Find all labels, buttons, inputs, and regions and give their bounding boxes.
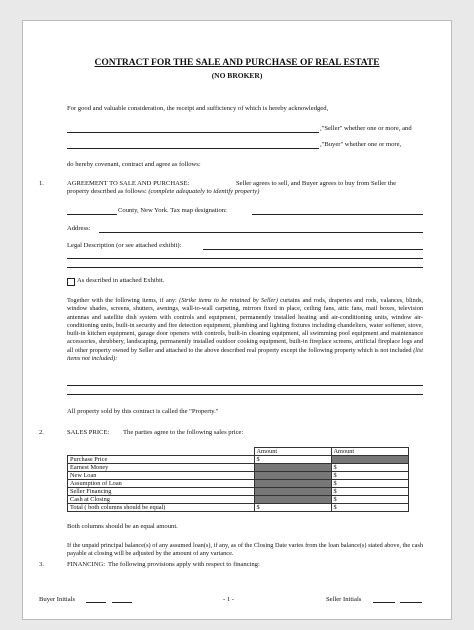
seller-name-field[interactable] bbox=[67, 132, 319, 133]
county-field[interactable] bbox=[67, 214, 117, 215]
section3-number: 3. bbox=[39, 561, 44, 568]
unpaid-balance-note: If the unpaid principal balance(s) of any assumed loan(s), if any, as of the Closing Date varies from the loan balance(s) stated above, the cash payable at closing will be adjusted by the amount of any variance. bbox=[67, 542, 423, 558]
new-loan-amount[interactable]: $ bbox=[331, 472, 408, 480]
purchase-price-amount[interactable]: $ bbox=[254, 456, 331, 464]
section1-text2 bbox=[67, 188, 259, 196]
property-called-text: All property sold by this contract is called the "Property." bbox=[67, 408, 219, 415]
table-row bbox=[68, 496, 409, 504]
shaded-cell bbox=[254, 488, 331, 496]
section2-text: The parties agree to the following sales price: bbox=[123, 429, 244, 436]
amount-column-header-2: Amount bbox=[331, 448, 408, 456]
sales-price-table bbox=[67, 447, 409, 512]
document-page bbox=[22, 20, 452, 620]
legal-description-label: Legal Description (or see attached exhibit): bbox=[67, 242, 182, 249]
table-row bbox=[68, 456, 409, 464]
section2-heading: SALES PRICE: bbox=[67, 429, 110, 436]
buyer-initials-label: Buyer Initials bbox=[39, 596, 76, 603]
included-items-paragraph bbox=[67, 297, 423, 363]
assumption-of-loan-label: Assumption of Loan bbox=[68, 480, 255, 488]
section3-text: The following provisions apply with respect to financing: bbox=[108, 561, 260, 568]
earnest-money-amount[interactable]: $ bbox=[331, 464, 408, 472]
total-label: Total ( both columns should be equal) bbox=[68, 504, 255, 512]
items-italic-1: (Strike items to be retained by Seller) bbox=[179, 297, 278, 304]
county-label: County, New York. Tax map designation: bbox=[118, 207, 227, 214]
table-row bbox=[68, 480, 409, 488]
table-row bbox=[68, 472, 409, 480]
total-amount-1[interactable]: $ bbox=[254, 504, 331, 512]
amount-column-header-1: Amount bbox=[254, 448, 331, 456]
seller-initials-field-2[interactable] bbox=[400, 602, 422, 603]
covenant-text: do hereby covenant, contract and agree as follows: bbox=[67, 161, 201, 168]
shaded-cell bbox=[254, 464, 331, 472]
contract-subtitle: (NO BROKER) bbox=[211, 71, 263, 80]
shaded-cell bbox=[254, 472, 331, 480]
exhibit-checkbox[interactable] bbox=[67, 278, 75, 286]
buyer-label: ,"Buyer" whether one or more, bbox=[320, 141, 402, 148]
purchase-price-label: Purchase Price bbox=[68, 456, 255, 464]
section1-text2-plain: property described as follows: bbox=[67, 188, 149, 195]
table-row bbox=[68, 488, 409, 496]
section3-heading: FINANCING: bbox=[67, 561, 106, 568]
seller-financing-label: Seller Financing bbox=[68, 488, 255, 496]
page-number: - 1 - bbox=[223, 596, 234, 603]
table-row bbox=[68, 504, 409, 512]
table-row bbox=[68, 464, 409, 472]
legal-description-field-3[interactable] bbox=[67, 267, 423, 268]
total-amount-2[interactable]: $ bbox=[331, 504, 408, 512]
earnest-money-label: Earnest Money bbox=[68, 464, 255, 472]
cash-at-closing-amount[interactable]: $ bbox=[331, 496, 408, 504]
seller-financing-amount[interactable]: $ bbox=[331, 488, 408, 496]
address-field[interactable] bbox=[99, 232, 423, 233]
shaded-cell bbox=[254, 480, 331, 488]
legal-description-field-2[interactable] bbox=[67, 258, 423, 259]
assumption-of-loan-amount[interactable]: $ bbox=[331, 480, 408, 488]
section1-text2-italic: (complete adequately to identify property) bbox=[148, 188, 260, 195]
seller-label: ,"Seller" whether one or more, and bbox=[320, 125, 412, 132]
items-text-2: curtains and rods, draperies and rods, valances, blinds, window shades, screens, shutters, awnings, wall-to-wall carpeting, mirrors fixed in place, ceiling fans, attic fans, mail boxes, television antennas and satellite dish system with controls and equipment, permanently installed heating and air-conditioning units, window air-conditioning units, built-in security and fire detection equipment, plumbing and lighting fixtures including chandeliers, water softener, stove, built-in kitchen equipment, garage door openers with controls, built-in cleaning equipment, all swimming pool equipment and maintenance accessories, shrubbery, landscaping, permanently installed outdoor cooking equipment, built-in fireplace screens, artificial fireplace logs and all other property owned by Seller and attached to the above described real property except the following property which is not included bbox=[67, 297, 424, 354]
buyer-name-field[interactable] bbox=[67, 148, 319, 149]
section1-text1: Seller agrees to sell, and Buyer agrees to buy from Seller the bbox=[236, 180, 397, 187]
address-label: Address: bbox=[67, 225, 91, 232]
excluded-items-field-1[interactable] bbox=[67, 385, 423, 386]
section2-number: 2. bbox=[39, 429, 44, 436]
legal-description-field-1[interactable] bbox=[203, 249, 423, 250]
items-italic-2: (list items not included): bbox=[67, 346, 423, 363]
exhibit-label: As described in attached Exhibit. bbox=[77, 277, 165, 284]
cash-at-closing-label: Cash at Closing bbox=[68, 496, 255, 504]
section1-number: 1. bbox=[39, 180, 44, 187]
buyer-initials-field-1[interactable] bbox=[86, 602, 106, 603]
items-text-1: Together with the following items, if any: bbox=[67, 297, 180, 304]
contract-title: CONTRACT FOR THE SALE AND PURCHASE OF REAL ESTATE bbox=[94, 58, 380, 68]
buyer-initials-field-2[interactable] bbox=[112, 602, 132, 603]
excluded-items-field-2[interactable] bbox=[67, 394, 423, 395]
new-loan-label: New Loan bbox=[68, 472, 255, 480]
shaded-cell bbox=[254, 496, 331, 504]
tax-map-field[interactable] bbox=[252, 214, 423, 215]
seller-initials-field-1[interactable] bbox=[373, 602, 395, 603]
table-header-row bbox=[68, 448, 409, 456]
shaded-cell bbox=[331, 456, 408, 464]
equal-amount-note: Both columns should be an equal amount. bbox=[67, 523, 178, 530]
seller-initials-label: Seller Initials bbox=[326, 596, 362, 603]
section1-heading: AGREEMENT TO SALE AND PURCHASE: bbox=[67, 180, 190, 187]
intro-text: For good and valuable consideration, the receipt and sufficiency of which is hereby acknowledged, bbox=[67, 105, 329, 112]
